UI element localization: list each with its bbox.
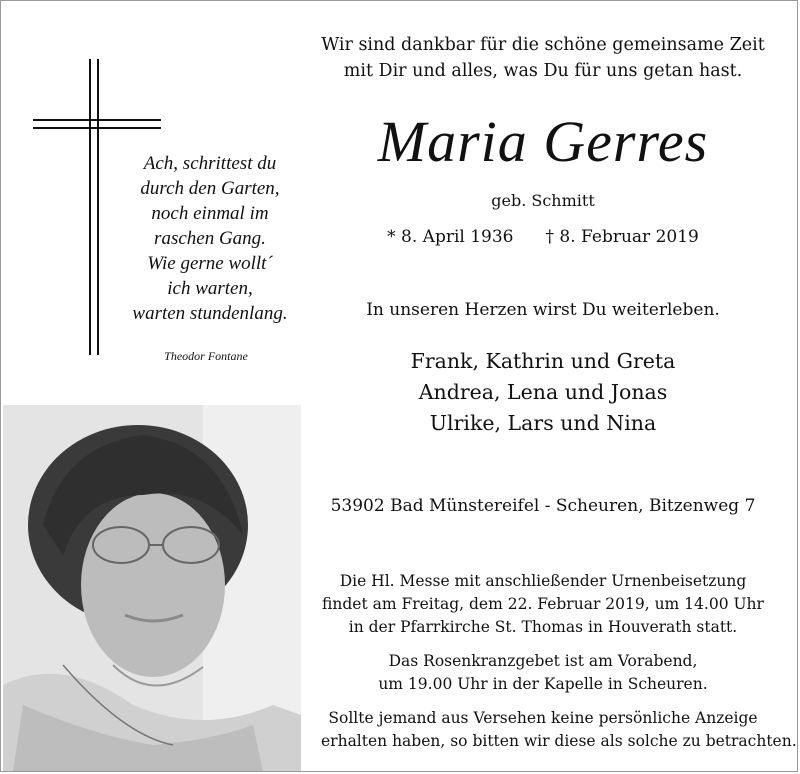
- mass-line: in der Pfarrkirche St. Thomas in Houverath statt.: [348, 618, 738, 636]
- family-line: Frank, Kathrin und Greta: [410, 349, 676, 373]
- deceased-name: Maria Gerres: [377, 109, 709, 174]
- rosary-line: um 19.00 Uhr in der Kapelle in Scheuren.: [378, 675, 708, 693]
- note-line: Sollte jemand aus Versehen keine persönliche Anzeige: [328, 709, 758, 727]
- poem-line: warten stundenlang.: [132, 303, 288, 324]
- closing-note: [321, 707, 797, 753]
- address: 53902 Bad Münstereifel - Scheuren, Bitzenweg 7: [330, 496, 756, 516]
- motto: In unseren Herzen wirst Du weiterleben.: [366, 300, 720, 320]
- poem-line: Wie gerne wollt´: [147, 253, 273, 274]
- birth-date: * 8. April 1936: [387, 227, 514, 247]
- poem-author: Theodor Fontane: [164, 349, 248, 363]
- gratitude-line: Wir sind dankbar für die schöne gemeinsame Zeit: [321, 35, 765, 55]
- rosary-info: [321, 650, 765, 696]
- poem-line: noch einmal im: [151, 203, 269, 224]
- family-line: Andrea, Lena und Jonas: [418, 380, 668, 404]
- life-dates: [321, 225, 765, 249]
- note-line: erhalten haben, so bitten wir diese als solche zu betrachten.: [321, 732, 797, 750]
- portrait-illustration: [3, 405, 301, 771]
- mass-line: Die Hl. Messe mit anschließender Urnenbeisetzung: [339, 572, 747, 590]
- family-line: Ulrike, Lars und Nina: [429, 411, 657, 435]
- gratitude-line: mit Dir und alles, was Du für uns getan hast.: [343, 61, 743, 81]
- poem-line: Ach, schrittest du: [143, 153, 277, 174]
- maiden-name: geb. Schmitt: [491, 191, 595, 210]
- portrait-photo: [3, 405, 301, 771]
- gratitude-text: [321, 32, 765, 84]
- poem-line: raschen Gang.: [154, 228, 266, 249]
- family-list: [321, 346, 765, 439]
- mass-line: findet am Freitag, dem 22. Februar 2019, um 14.00 Uhr: [322, 595, 764, 613]
- rosary-line: Das Rosenkranzgebet ist am Vorabend,: [388, 652, 698, 670]
- death-date: † 8. Februar 2019: [545, 227, 699, 247]
- poem-line: ich warten,: [167, 278, 253, 299]
- poem: [101, 151, 319, 326]
- mass-info: [321, 570, 765, 639]
- poem-line: durch den Garten,: [140, 178, 280, 199]
